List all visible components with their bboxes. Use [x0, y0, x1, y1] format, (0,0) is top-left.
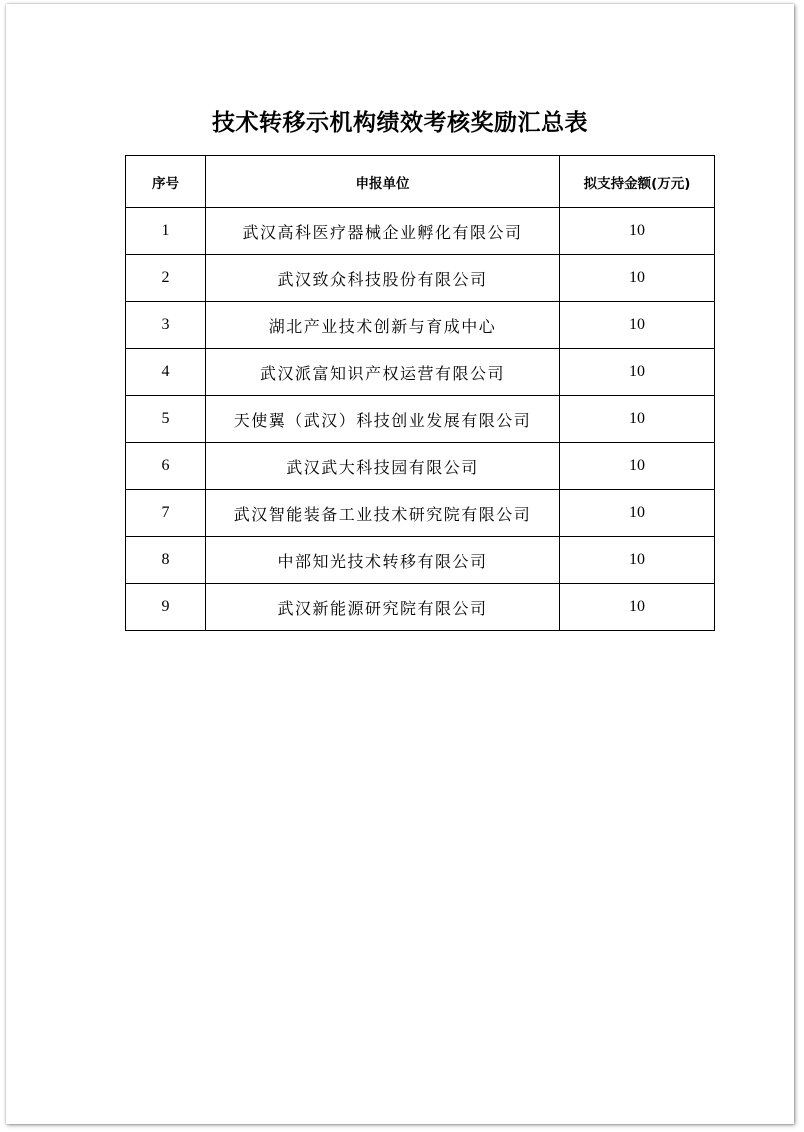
- table-row: [126, 255, 715, 302]
- row-amount: 10: [560, 302, 715, 349]
- row-index: 9: [126, 584, 206, 631]
- table-row: [126, 208, 715, 255]
- row-unit: 中部知光技术转移有限公司: [206, 537, 560, 584]
- award-summary-table: [125, 155, 715, 631]
- table-row: [126, 396, 715, 443]
- row-amount: 10: [560, 349, 715, 396]
- row-index: 3: [126, 302, 206, 349]
- row-amount: 10: [560, 443, 715, 490]
- row-amount: 10: [560, 537, 715, 584]
- row-index: 1: [126, 208, 206, 255]
- row-index: 6: [126, 443, 206, 490]
- row-unit: 武汉致众科技股份有限公司: [206, 255, 560, 302]
- row-amount: 10: [560, 208, 715, 255]
- row-index: 8: [126, 537, 206, 584]
- table-row: [126, 302, 715, 349]
- document-page: [6, 4, 794, 1124]
- row-amount: 10: [560, 396, 715, 443]
- table-header-row: [126, 156, 715, 208]
- row-unit: 武汉派富知识产权运营有限公司: [206, 349, 560, 396]
- table-row: [126, 349, 715, 396]
- table-row: [126, 537, 715, 584]
- document-title: 技术转移示机构绩效考核奖励汇总表: [212, 109, 588, 136]
- row-index: 4: [126, 349, 206, 396]
- row-amount: 10: [560, 255, 715, 302]
- row-amount: 10: [560, 584, 715, 631]
- table-row: [126, 443, 715, 490]
- row-index: 7: [126, 490, 206, 537]
- row-unit: 武汉新能源研究院有限公司: [206, 584, 560, 631]
- row-unit: 武汉武大科技园有限公司: [206, 443, 560, 490]
- header-unit: 申报单位: [206, 156, 560, 208]
- row-unit: 武汉高科医疗器械企业孵化有限公司: [206, 208, 560, 255]
- row-amount: 10: [560, 490, 715, 537]
- table-row: [126, 584, 715, 631]
- row-unit: 武汉智能装备工业技术研究院有限公司: [206, 490, 560, 537]
- header-amount: 拟支持金额(万元): [560, 156, 715, 208]
- table-row: [126, 490, 715, 537]
- row-unit: 天使翼（武汉）科技创业发展有限公司: [206, 396, 560, 443]
- row-index: 5: [126, 396, 206, 443]
- header-index: 序号: [126, 156, 206, 208]
- row-index: 2: [126, 255, 206, 302]
- row-unit: 湖北产业技术创新与育成中心: [206, 302, 560, 349]
